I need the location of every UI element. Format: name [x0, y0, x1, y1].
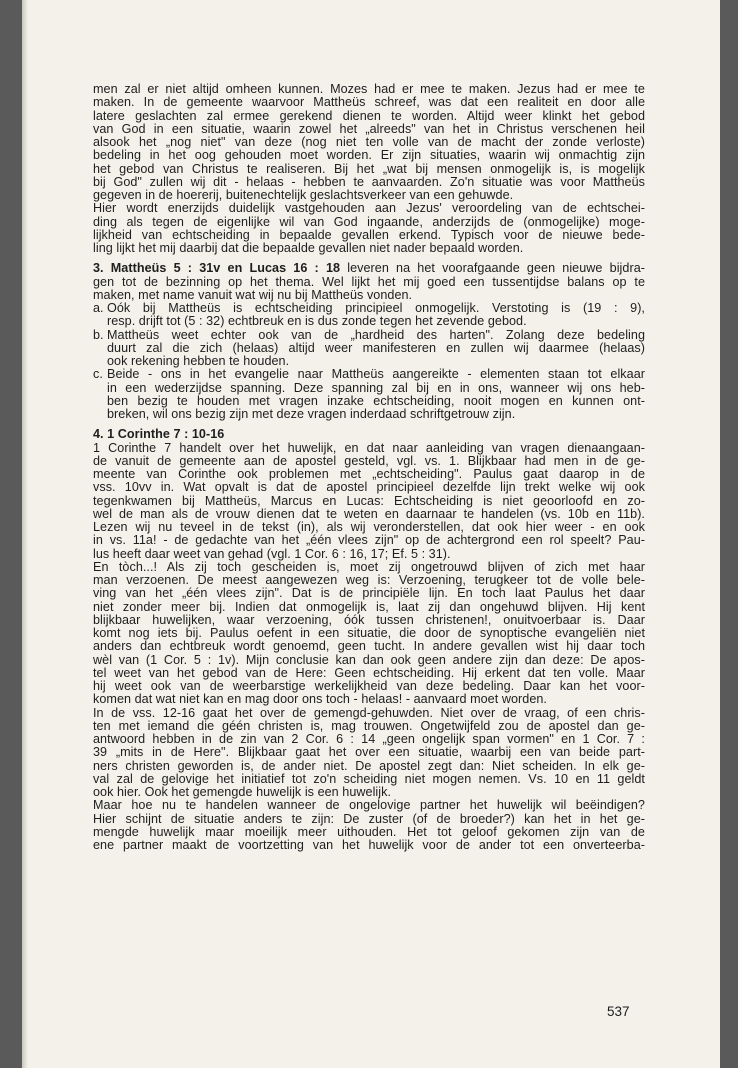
- section-4-heading: 4. 1 Corinthe 7 : 10-16: [93, 427, 225, 442]
- list-item-b: b. Mattheüs weet echter ook van de „hardheid des harten". Zolang deze bedeling duurt zal die zich (helaas) altijd weer manifesteren en zullen wij daarmee (helaas) ook rekening hebben te houden.: [93, 327, 645, 368]
- section-3: 3. Mattheüs 5 : 31v en Lucas 16 : 18 leveren na het voorafgaande geen nieuwe bijdra- gen tot de bezinning op het thema. Wel lijkt het mij goed een tussentijdse balans op te maken, met name vanuit wat wij nu bij Mattheüs vonden.: [93, 262, 645, 302]
- section-4-paragraph-3: In de vss. 12-16 gaat het over de gemengd-gehuwden. Niet over de vraag, of een chris- ten met iemand die géén christen is, mag trouwen. Ongetwijfeld zou de apostel dan ge- antwoord hebben in de zin van 2 Cor. 6 : 14 „geen ongelijk span vormen" en 1 Cor. 7 : 39 „mits in de Here". Blijkbaar gaat het over een situatie, waarbij een van beide part- ners christen geworden is, de ander niet. De apostel zegt dan: Niet scheiden. In elk ge- val zal de gelovige het initiatief tot zo'n scheiding niet mogen nemen. Vs. 10 en 11 geldt ook hier. Ook het gemengde huwelijk is een huwelijk.: [93, 706, 645, 799]
- section-4-paragraph-1: 1 Corinthe 7 handelt over het huwelijk, en dat naar aanleiding van vragen dienaangaan- de vanuit de gemeente aan de apostel gesteld, vgl. vs. 1. Blijkbaar had men in de ge- meente van Corinthe ook problemen met „echtscheiding". Paulus gaat daarop in de vss. 10vv in. Wat opvalt is dat de apostel principieel dezelfde lijn trekt welke wij ook tegenkwamen bij Mattheüs, Marcus en Lucas: Echtscheiding is niet geoorloofd en zo- wel de man als de vrouw dienen dat te weten en daarnaar te handelen (vs. 10b en 11b). Lezen wij nu teveel in de tekst (in), als wij veronderstellen, dat ook hier weer - en ook in vs. 11a! - de gedachte van het „één vlees zijn" op de achtergrond een rol speelt? Pau- lus heeft daar weet van gehad (vgl. 1 Cor. 6 : 16, 17; Ef. 5 : 31).: [93, 441, 645, 561]
- paragraph-intro: men zal er niet altijd omheen kunnen. Mozes had er mee te maken. Jezus had er mee te maken. In de gemeente waarvoor Mattheüs schreef, was dat een realiteit en door alle latere geslachten zal ermee gerekend dienen te worden. Altijd weer klinkt het gebod van God in een situatie, waarin zowel het „alreeds" van het in Christus verschenen heil alsook het „nog niet" van deze (nog niet ten volle van de macht der zonde verloste) bedeling in het oog gehouden moet worden. Er zijn situaties, waarin wij onmachtig zijn het gebod van Christus te realiseren. Bij het „wat bij mensen onmogelijk is, is mogelijk bij God" zullen wij dit - helaas - hebben te aanvaarden. Zo'n situatie was voor Mattheüs gegeven in de hoererij, buitenechtelijk geslachtsverkeer van een gehuwde.: [93, 83, 645, 202]
- section-4-paragraph-2: En tòch...! Als zij toch gescheiden is, moet zij ongetrouwd blijven of zich met haar man verzoenen. De meest aangewezen weg is: Verzoening, terugkeer tot de volle bele- ving van het „één vlees zijn". Dat is de principiële lijn. En toch laat Paulus het daar niet zonder meer bij. Indien dat onmogelijk is, laat zij dan ongehuwd blijven. Hij kent blijkbaar huwelijken, waar verzoening, óók tussen christenen!, onuitvoerbaar is. Daar komt nog iets bij. Paulus oefent in een situatie, die door de synoptische evangeliën niet anders dan echtbreuk wordt genoemd, geen tucht. In andere gevallen wist hij daar toch wèl van (1 Cor. 5 : 1v). Mijn conclusie kan dan ook geen andere zijn dan deze: De apos- tel weet van het gebod van de Here: Geen echtscheiding. Hij erkent dat ten volle. Maar hij weet ook van de weerbarstige werkelijkheid van deze bedeling. Daar kan het voor- komen dat wat niet kan en mag door ons toch - helaas! - aanvaard moet worden.: [93, 560, 645, 707]
- page-spine-shadow: [22, 0, 28, 1068]
- list-item-a: a. Oók bij Mattheüs is echtscheiding principieel onmogelijk. Verstoting is (19 : 9), resp. drijft tot (5 : 32) echtbreuk en is dus zonde tegen het zevende gebod.: [93, 301, 645, 329]
- body-text: [93, 83, 645, 852]
- section-4-paragraph-4: Maar hoe nu te handelen wanneer de ongelovige partner het huwelijk wil beëindigen? Hier schijnt de situatie anders te zijn: De zuster (of de broeder?) kan het in het ge- mengde huwelijk maar moeilijk meer uithouden. Het tot geloof gekomen zijn van de ene partner maakt de voortzetting van het huwelijk voor de ander tot een onverteerba-: [93, 799, 645, 852]
- list-item-c: c. Beide - ons in het evangelie naar Mattheüs aangereikte - elementen staan tot elkaar in een wederzijdse spanning. Deze spanning zal bij en in ons, wanneer wij ons heb- ben bezig te houden met vragen inzake echtscheiding, nooit mogen en kunnen ont- breken, wil ons bezig zijn met deze vragen inderdaad schriftgetrouw zijn.: [93, 367, 645, 421]
- section-3-heading: 3. Mattheüs 5 : 31v en Lucas 16 : 18: [93, 262, 341, 276]
- page-number: 537: [607, 1004, 630, 1019]
- paragraph-hier-wordt: Hier wordt enerzijds duidelijk vastgehouden aan Jezus' veroordeling van de echtschei- ding als tegen de eigenlijke wil van God ingaande, anderzijds de (onmogelijke) moge- lijkheid van echtscheiding in bepaalde gevallen erkend. Typisch voor de nieuwe bede- ling lijkt het mij daarbij dat die bepaalde gevallen niet nader bepaald worden.: [93, 202, 645, 255]
